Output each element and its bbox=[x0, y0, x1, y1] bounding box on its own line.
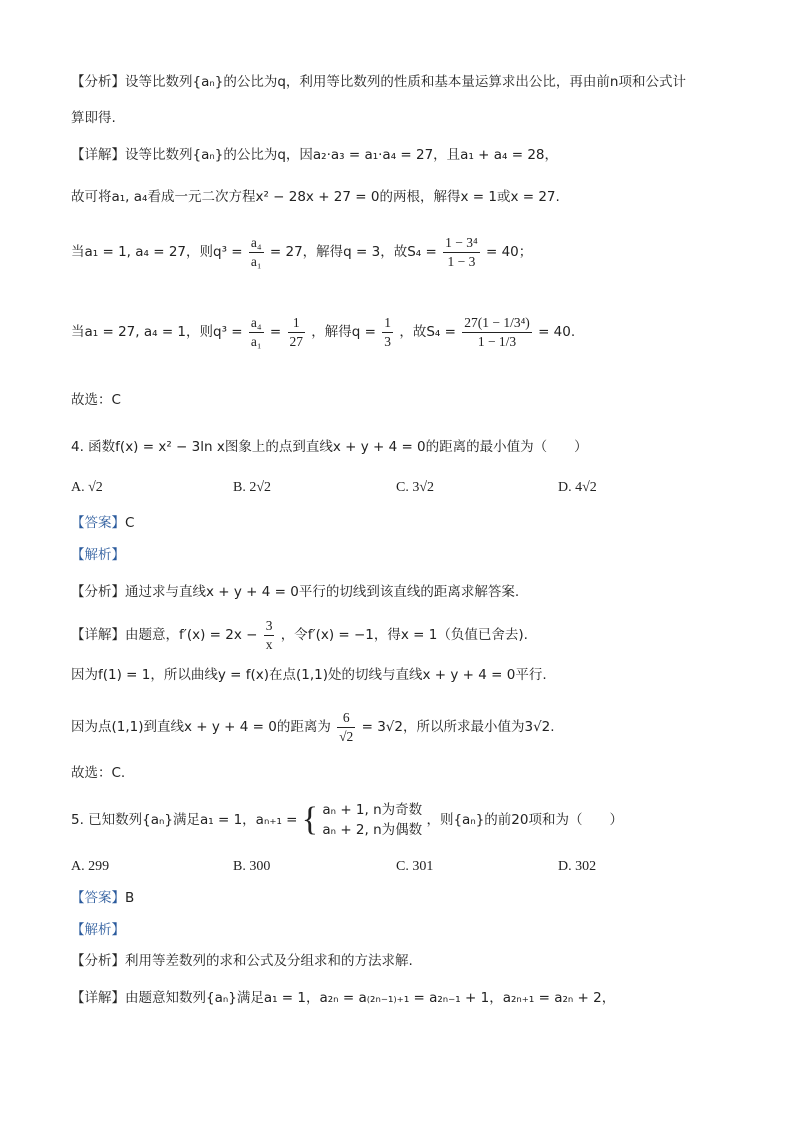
fraction: $\frac{\text{a₄}}{\text{a₁}}$ bbox=[250, 314, 262, 349]
q4-stem: 4. 函数f(x) = x² − 3ln x图象上的点到直线x + y + 4 = 0的距离的最小值为（ ） bbox=[71, 439, 588, 455]
q3-detail-3-pre: 当a₁ = 1, a₄ = 27，则q³ = bbox=[71, 244, 243, 260]
detail-tag: 【详解】 bbox=[71, 627, 125, 643]
q3-detail-4-pre: 当a₁ = 27, a₄ = 1，则q³ = bbox=[71, 324, 243, 340]
detail-tag: 【详解】 bbox=[71, 147, 125, 163]
q3-detail-line-2: 故可将a₁, a₄看成一元二次方程x² − 28x + 27 = 0的两根，解得x = 1或x = 27. bbox=[71, 189, 560, 205]
q4-analysis-text: 通过求与直线x + y + 4 = 0平行的切线到该直线的距离求解答案. bbox=[125, 584, 520, 600]
q4-option-a: A. √2 bbox=[71, 480, 103, 495]
q3-analysis-line bbox=[71, 72, 686, 92]
q5-stem-end: ，则{aₙ}的前20项和为（ ） bbox=[426, 812, 623, 828]
q5-analysis-line bbox=[71, 951, 413, 971]
case-2: aₙ + 2, n为偶数 bbox=[322, 822, 423, 838]
q5-detail-line-1 bbox=[71, 988, 615, 1008]
q4-answer: C bbox=[125, 515, 135, 531]
q5-analysis-text: 利用等差数列的求和公式及分组求和的方法求解. bbox=[125, 953, 413, 969]
q5-detail-text-1: 由题意知数列{aₙ}满足a₁ = 1，a₂ₙ = a₍₂ₙ₋₁₎₊₁ = a₂ₙ₋₁ + 1，a₂ₙ₊₁ = a₂ₙ + 2， bbox=[125, 990, 616, 1006]
q3-detail-line-1 bbox=[71, 145, 558, 165]
fraction: $\frac{1}{27}$ bbox=[289, 314, 303, 349]
q3-detail-3-mid: = 27，解得q = 3，故S₄ = bbox=[269, 244, 437, 260]
q3-detail-line-4 bbox=[71, 302, 575, 362]
q5-answer-line bbox=[71, 888, 134, 908]
q3-detail-text-1: 设等比数列{aₙ}的公比为q，因a₂·a₃ = a₁·a₄ = 27，且a₁ + a₄ = 28， bbox=[125, 147, 559, 163]
detail-tag: 【详解】 bbox=[71, 990, 125, 1006]
q4-answer-line bbox=[71, 513, 134, 533]
q4-detail-line-3 bbox=[71, 705, 555, 749]
q4-detail-line-2: 因为f(1) = 1，所以曲线y = f(x)在点(1,1)处的切线与直线x + y + 4 = 0平行. bbox=[71, 667, 547, 683]
q5-answer: B bbox=[125, 890, 135, 906]
q3-analysis-text: 设等比数列{aₙ}的公比为q，利用等比数列的性质和基本量运算求出公比，再由前n项和公式计 bbox=[125, 74, 686, 90]
q5-option-b: B. 300 bbox=[233, 859, 271, 874]
q5-stem bbox=[71, 798, 623, 842]
brace-icon: { bbox=[301, 801, 319, 838]
piecewise-cases bbox=[322, 800, 422, 840]
q4-detail-1-end: ，令f′(x) = −1，得x = 1（负值已舍去). bbox=[280, 627, 528, 643]
q3-detail-4-end: = 40. bbox=[538, 324, 576, 340]
q3-analysis-cont: 算即得. bbox=[71, 110, 116, 126]
analysis-tag: 【分析】 bbox=[71, 584, 125, 600]
q5-option-d: D. 302 bbox=[558, 859, 597, 874]
q5-option-c: C. 301 bbox=[396, 859, 434, 874]
q4-detail-line-1 bbox=[71, 615, 528, 655]
fraction: $\frac{1}{3}$ bbox=[384, 314, 392, 349]
q4-option-b: B. 2√2 bbox=[233, 480, 272, 495]
q5-solution-tag: 【解析】 bbox=[71, 922, 125, 938]
q3-choice: 故选：C bbox=[71, 392, 121, 408]
answer-tag: 【答案】 bbox=[71, 515, 125, 531]
fraction: $\frac{\text{27(1 − 1/3⁴)}}{1 - 1/3}$ bbox=[464, 314, 530, 349]
q4-solution-tag: 【解析】 bbox=[71, 547, 125, 563]
analysis-tag: 【分析】 bbox=[71, 74, 125, 90]
q3-detail-3-end: = 40； bbox=[485, 244, 533, 260]
equals-sign: = bbox=[269, 324, 282, 340]
fraction: $\frac{\text{1 − 3⁴}}{1 - 3}$ bbox=[445, 234, 478, 269]
q3-detail-4-mid: ，解得q = bbox=[311, 324, 376, 340]
q4-choice: 故选：C. bbox=[71, 765, 126, 781]
q3-detail-4-mid2: ，故S₄ = bbox=[399, 324, 456, 340]
q5-stem-pre: 5. 已知数列{aₙ}满足a₁ = 1，aₙ₊₁ = bbox=[71, 812, 298, 828]
answer-tag: 【答案】 bbox=[71, 890, 125, 906]
q4-analysis-line bbox=[71, 582, 519, 602]
q5-option-a: A. 299 bbox=[71, 859, 110, 874]
case-1: aₙ + 1, n为奇数 bbox=[322, 802, 423, 818]
q3-detail-line-3 bbox=[71, 230, 532, 274]
fraction: $\frac{3}{x}$ bbox=[265, 617, 273, 652]
q4-option-d: D. 4√2 bbox=[558, 480, 597, 495]
q4-option-c: C. 3√2 bbox=[396, 480, 435, 495]
q4-detail-3-end: = 3√2，所以所求最小值为3√2. bbox=[361, 719, 555, 735]
fraction: $\frac{\text{a₄}}{\text{a₁}}$ bbox=[250, 234, 262, 269]
fraction: $\frac{6}{√2}$ bbox=[339, 709, 354, 744]
q4-detail-3-pre: 因为点(1,1)到直线x + y + 4 = 0的距离为 bbox=[71, 719, 331, 735]
q4-detail-1-pre: 由题意，f′(x) = 2x − bbox=[125, 627, 258, 643]
analysis-tag: 【分析】 bbox=[71, 953, 125, 969]
